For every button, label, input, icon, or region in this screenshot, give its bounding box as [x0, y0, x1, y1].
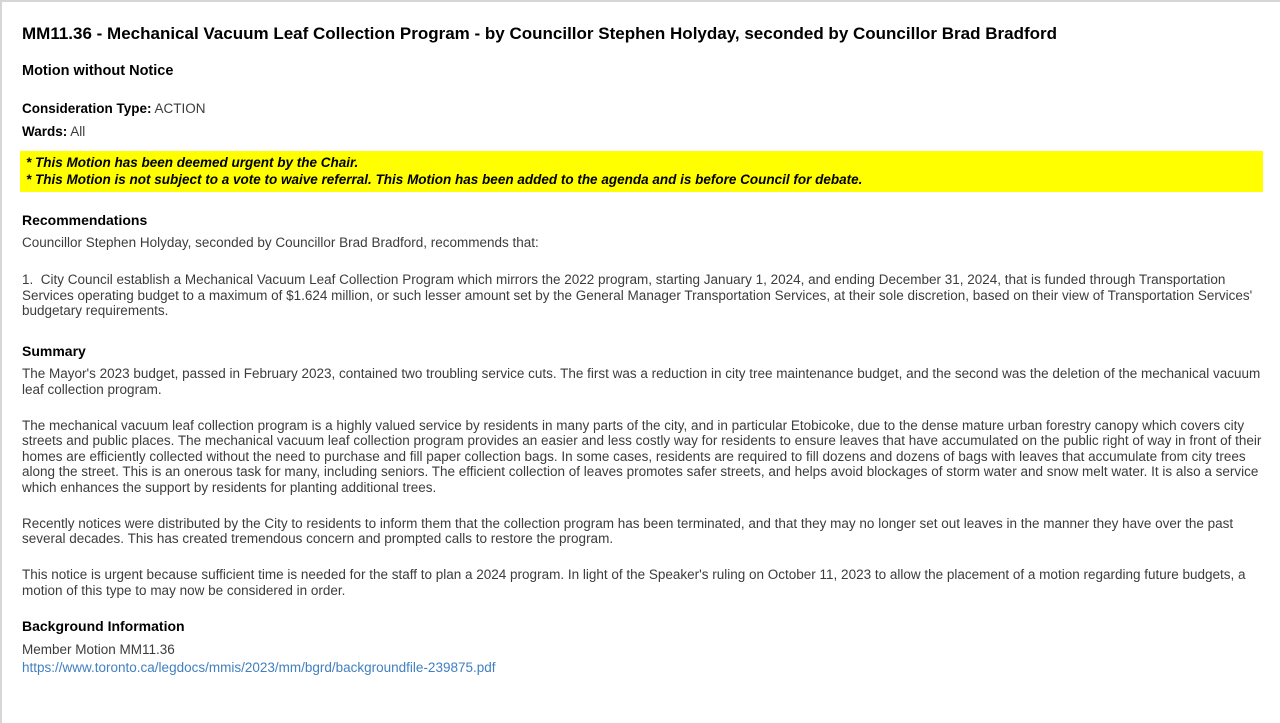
summary-paragraph: This notice is urgent because sufficient time is needed for the staff to plan a 2024 program. In light of the Speaker's ruling on October 11, 2023 to allow the placement of a motion regarding future budgets, a motion of this type to may now be considered in order. [22, 567, 1246, 598]
recommendations-heading: Recommendations [22, 211, 148, 228]
recommendation-item: 1. City Council establish a Mechanical Vacuum Leaf Collection Program which mirrors the 2022 program, starting January 1, 2024, and ending December 31, 2024, that is funded through Transportation Services operating budget to a maximum of $1.624 million, or such lesser amount set by the General Manager Transportation Services, at their sole discretion, based on their view of Transportation Services' budgetary requirements. [22, 272, 1253, 318]
summary-paragraph: The mechanical vacuum leaf collection program is a highly valued service by residents in many parts of the city, and in particular Etobicoke, due to the dense mature urban forestry canopy which covers city streets and public places. The mechanical vacuum leaf collection program provides an easier and less costly way for residents to ensure leaves that have accumulated on the public right of way in front of their homes are efficiently collected without the need to purchase and fill paper collection bags. In some cases, residents are required to fill dozens and dozens of bags with leaves that accumulate from city trees along the street. This is an onerous task for many, including seniors. The efficient collection of leaves promotes safer streets, and helps avoid blockages of storm water and snow melt water. It is also a service which enhances the support by residents for planting additional trees. [22, 417, 1262, 495]
wards-line [22, 124, 1263, 140]
summary-heading: Summary [22, 342, 86, 359]
wards-value: All [70, 124, 86, 139]
urgent-notice-line: * This Motion has been deemed urgent by the Chair. [26, 154, 359, 170]
motion-type-subtitle: Motion without Notice [22, 63, 174, 79]
recommendations-intro: Councillor Stephen Holyday, seconded by Councillor Brad Bradford, recommends that: [22, 235, 539, 250]
background-file-link[interactable]: https://www.toronto.ca/legdocs/mmis/2023/mm/bgrd/backgroundfile-239875.pdf [22, 659, 496, 675]
page-title: MM11.36 - Mechanical Vacuum Leaf Collection Program - by Councillor Stephen Holyday, seconded by Councillor Brad Bradford [22, 24, 1057, 43]
background-information-heading: Background Information [22, 618, 185, 634]
motion-document [2, 2, 1280, 675]
consideration-type-value: ACTION [154, 101, 206, 116]
background-link-line [22, 660, 1263, 676]
consideration-type-label: Consideration Type: [22, 101, 152, 116]
wards-label: Wards: [22, 124, 68, 139]
summary-paragraph: Recently notices were distributed by the City to residents to inform them that the collection program has been terminated, and that they may no longer set out leaves in the manner they have over the past several decades. This has created tremendous concern and prompted calls to restore the program. [22, 515, 1234, 546]
summary-paragraph: The Mayor's 2023 budget, passed in February 2023, contained two troubling service cuts. The first was a reduction in city tree maintenance budget, and the second was the deletion of the mechanical vacuum leaf collection program. [22, 366, 1261, 397]
urgent-notice-line: * This Motion is not subject to a vote to waive referral. This Motion has been added to the agenda and is before Council for debate. [26, 171, 863, 187]
consideration-type-line [22, 101, 1263, 117]
urgent-notice-highlight [20, 151, 1263, 192]
background-document-title: Member Motion MM11.36 [22, 641, 175, 657]
